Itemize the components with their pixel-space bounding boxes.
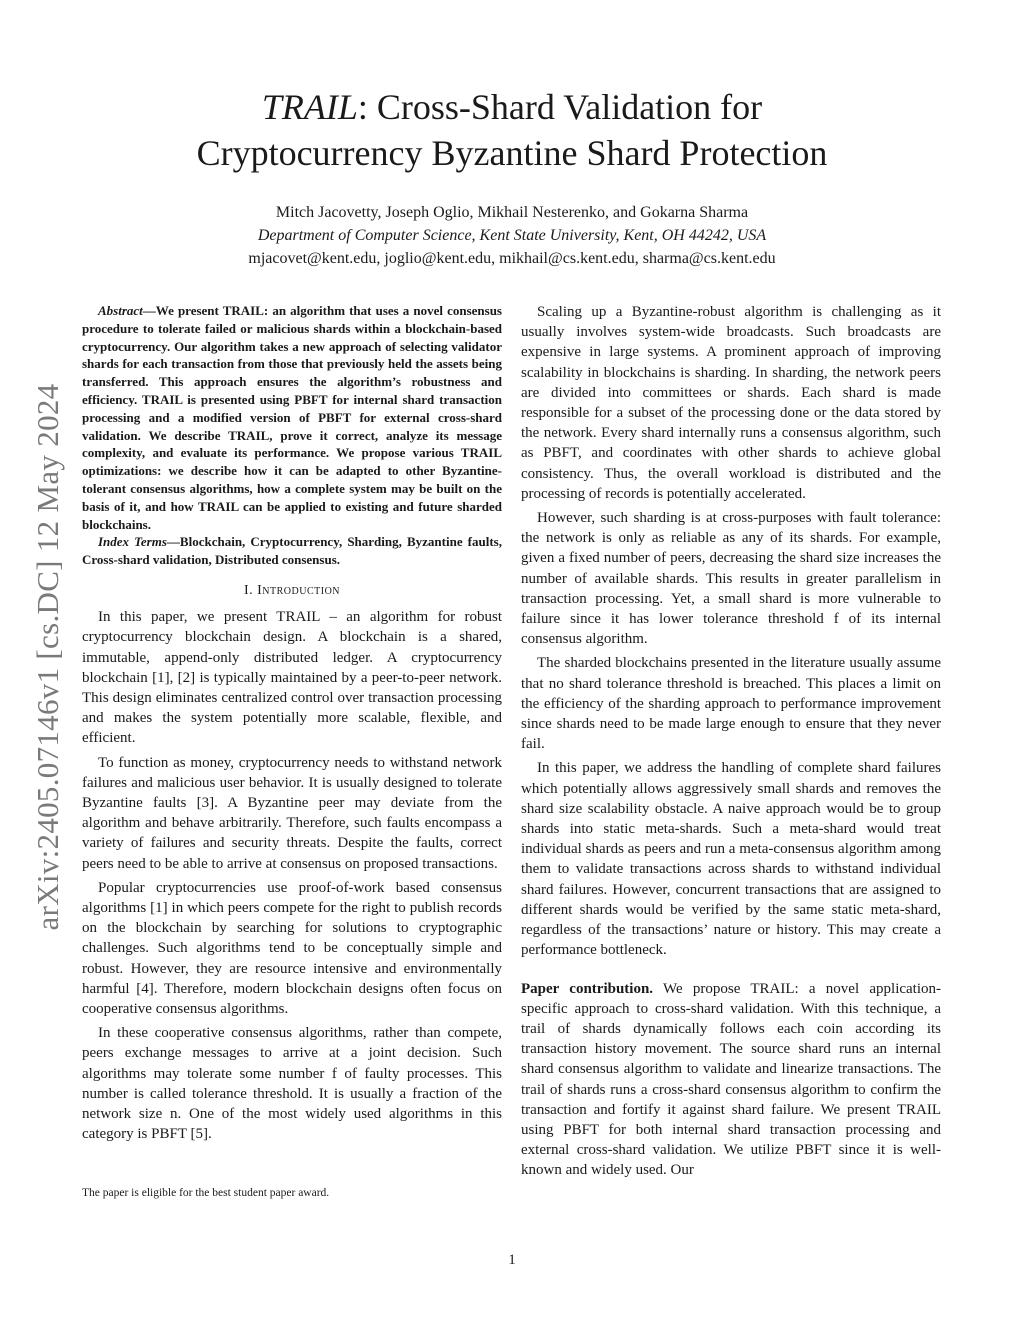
contribution-label: Paper contribution. [521, 980, 654, 997]
paper-title [0, 84, 1024, 176]
title-line-1-rest: : Cross-Shard Validation for [357, 87, 763, 127]
abstract-text: —We present TRAIL: an algorithm that uses a novel consensus procedure to tolerate failed or malicious shards within a blockchain-based cryptocurrency. Our algorithm takes a new approach of selecting validator shards for each transaction from those that previously held the assets being transferred. This approach ensures the algorithm’s robustness and efficiency. TRAIL is presented using PBFT for internal shard transaction processing and a modified version of PBFT for external cross-shard validation. We describe TRAIL, prove it correct, analyze its message complexity, and evaluate its performance. We propose various TRAIL optimizations: we describe how it can be adapted to other Byzantine-tolerant consensus algorithms, how a complete system may be built on the basis of it, and how TRAIL can be applied to existing and future sharded blockchains. [82, 303, 502, 532]
title-line-2: Cryptocurrency Byzantine Shard Protection [196, 133, 828, 173]
section-heading-introduction: I. Introduction [243, 582, 341, 598]
paragraph: The sharded blockchains presented in the literature usually assume that no shard tolerance threshold is breached. This places a limit on the efficiency of the sharding approach to performance improvement since shards need to be made large enough to ensure that they never fail. [521, 655, 941, 753]
footnote: The paper is eligible for the best student paper award. [82, 1187, 330, 1199]
index-terms-text: —Blockchain, Cryptocurrency, Sharding, Byzantine faults, Cross-shard validation, Distributed consensus. [82, 534, 502, 568]
author-block [0, 201, 1024, 270]
abstract [82, 302, 502, 533]
paragraph: In this paper, we address the handling of complete shard failures which potentially allows aggressively small shards and removes the shard size scalability obstacle. A naive approach would be to group shards into static meta-shards. Such a meta-shard would treat individual shards as peers and run a meta-consensus algorithm among them to validate transactions across shards to withstand individual shard failures. However, concurrent transactions that are assigned to different shards would be verified by the same static meta-shard, regardless of the transactions’ nature or history. This may create a performance bottleneck. [521, 760, 941, 959]
left-column [82, 302, 502, 1144]
paper-contribution [521, 979, 941, 1181]
index-terms-label: Index Terms [98, 534, 167, 550]
paragraph: However, such sharding is at cross-purposes with fault tolerance: the network is only as reliable as any of its shards. For example, given a fixed number of peers, decreasing the shard size increases the number of available shards. This results in greater parallelism in transaction processing. Yet, a small shard is more vulnerable to failure since it has lower tolerance threshold f of its internal consensus algorithm. [521, 510, 941, 648]
page-number: 1 [508, 1252, 516, 1268]
author-affiliation: Department of Computer Science, Kent State University, Kent, OH 44242, USA [257, 227, 767, 244]
paragraph: Scaling up a Byzantine-robust algorithm is challenging as it usually involves system-wide broadcasts. Such broadcasts are expensive in large systems. A prominent approach of improving scalability in blockchains is sharding. In sharding, the network peers are divided into committees or shards. Each shard is made responsible for a subset of the processing done or the data stored by the network. Every shard internally runs a consensus algorithm, such as PBFT, and coordinates with other shards to achieve global consistency. Thus, the overall workload is distributed and the processing of records is potentially accelerated. [521, 304, 941, 502]
title-line-1 [0, 84, 1024, 130]
right-column [521, 302, 941, 1181]
title-emph: TRAIL [261, 87, 358, 127]
paragraph: In this paper, we present TRAIL – an algorithm for robust cryptocurrency blockchain design. A blockchain is a shared, immutable, append-only distributed ledger. A cryptocurrency blockchain [1], [2] is typically maintained by a peer-to-peer network. This design eliminates centralized control over transaction processing and makes the system potentially more scalable, flexible, and efficient. [82, 609, 502, 747]
paragraph: To function as money, cryptocurrency needs to withstand network failures and malicious user behavior. It is usually designed to tolerate Byzantine faults [3]. A Byzantine peer may deviate from the algorithm and behave arbitrarily. Therefore, such faults encompass a variety of failures and security threats. Despite the faults, correct peers need to be able to arrive at consensus on proposed transactions. [82, 754, 502, 872]
author-emails: mjacovet@kent.edu, joglio@kent.edu, mikhail@cs.kent.edu, sharma@cs.kent.edu [248, 250, 776, 267]
arxiv-identifier: arXiv:2405.07146v1 [cs.DC] 12 May 2024 [30, 383, 65, 931]
abstract-label: Abstract [98, 303, 143, 318]
spacer [521, 961, 941, 979]
paragraph: In these cooperative consensus algorithms, rather than compete, peers exchange messages to arrive at a joint decision. Such algorithms may tolerate some number f of faulty processes. This number is called tolerance threshold. It is usually a fraction of the network size n. One of the most widely used algorithms in this category is PBFT [5]. [82, 1025, 502, 1143]
contribution-text: We propose TRAIL: a novel application-specific approach to cross-shard validation. With this technique, a trail of shards dynamically follows each coin according its transaction history movement. The source shard runs an internal shard consensus algorithm to validate and linearize transactions. The trail of shards runs a cross-shard consensus algorithm to confirm the transaction and fortify it against shard failure. We present TRAIL using PBFT for both internal shard transaction processing and external cross-shard validation. We utilize PBFT since it is well-known and widely used. Our [521, 980, 942, 1179]
paragraph: Popular cryptocurrencies use proof-of-work based consensus algorithms [1] in which peers compete for the right to publish records on the blockchain by searching for solutions to cryptographic challenges. Such algorithms tend to be conceptually simple and robust. However, they are resource intensive and environmentally harmful [4]. Therefore, modern blockchain designs often focus on cooperative consensus algorithms. [82, 879, 502, 1018]
author-names: Mitch Jacovetty, Joseph Oglio, Mikhail Nesterenko, and Gokarna Sharma [275, 204, 749, 221]
index-terms [82, 533, 502, 569]
